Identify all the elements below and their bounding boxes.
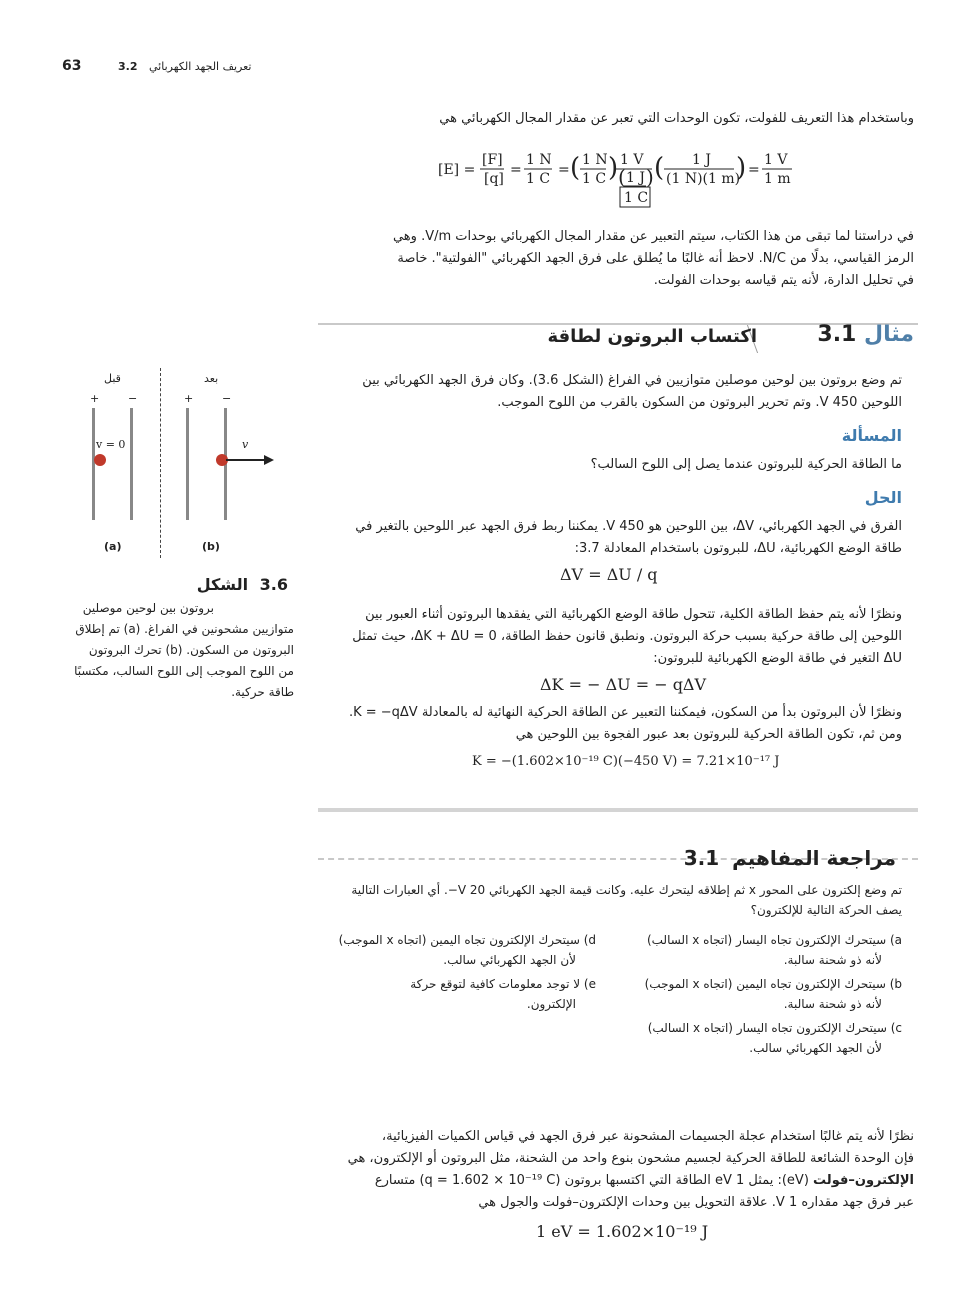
svg-text:(: ( (570, 153, 581, 183)
svg-text:1 V: 1 V (620, 152, 644, 168)
running-header (118, 60, 252, 73)
option-d-line1: d) سيتحرك الإلكترون تجاه اليمين (اتجاه x الموجب) (338, 933, 596, 947)
closing-line3 (294, 1170, 914, 1192)
example-bottom-border (318, 800, 918, 812)
svg-text:1 C: 1 C (526, 171, 551, 187)
example-statement (312, 370, 902, 414)
equation-2: ΔK = − ΔU = − qΔV (540, 675, 707, 694)
svg-text:1 C: 1 C (582, 171, 607, 187)
fig-panel-b-label: (b) (202, 540, 220, 553)
solution-line2: طاقة الوضع الكهربائية، ΔU، للبروتون باستخدام المعادلة 3.7: (574, 541, 902, 556)
option-d-line2: لأن الجهد الكهربائي سالب. (443, 953, 576, 967)
caption-line5: طاقة حركية. (231, 685, 294, 699)
figure-caption-label: الشكل (196, 575, 249, 594)
caption-line4: من اللوح الموجب إلى اللوح السالب، مكتسبًا (74, 664, 294, 678)
fig-before-label: قبل (104, 372, 121, 385)
review-question-line2: يصف الحركة التالية للإلكترون؟ (750, 903, 902, 917)
closing-line4: عبر فرق جهد مقداره V 1. علاقة التحويل بين وحدات الإلكترون–فولت والجول هي (478, 1195, 914, 1210)
svg-text:1 J: 1 J (692, 152, 711, 168)
solution-line7: ومن ثم، تكون الطاقة الحركية للبروتون بعد عبور الفجوة بين اللوحين هي (515, 727, 902, 742)
review-option-a[interactable] (632, 930, 902, 970)
example-label (807, 322, 914, 347)
solution-line4: اللوحين إلى طاقة حركية بسبب حركة البروتون. ونطبق قانون حفظ الطاقة، ΔK + ΔU = 0، حيث تمثل (352, 629, 902, 644)
solution-para-3 (312, 702, 902, 746)
unit-formula-graphic (430, 148, 800, 210)
intro-line: وباستخدام هذا التعريف للفولت، تكون الوحدات التي تعبر عن مقدار المجال الكهربائي هي (439, 111, 914, 126)
concept-review-title (684, 846, 902, 870)
fig-a-negative-plate (130, 408, 133, 520)
svg-text:=: = (748, 162, 760, 178)
svg-text:[F]: [F] (482, 152, 503, 168)
concept-review-number: 3.1 (683, 846, 720, 870)
svg-text:1 m: 1 m (764, 171, 791, 187)
option-a-line1: a) سيتحرك الإلكترون تجاه اليسار (اتجاه x السالب) (646, 933, 902, 947)
svg-text:(1 N)(1 m): (1 N)(1 m) (666, 171, 741, 187)
fig-b-velocity-label: v (242, 438, 249, 451)
solution-line3: ونظرًا لأنه يتم حفظ الطاقة الكلية، تتحول طاقة الوضع الكهربائية التي يفقدها البروتون أثناء العبور بين (365, 607, 902, 622)
option-b-line2: لأنه ذو شحنة سالبة. (783, 997, 882, 1011)
review-question-line1: تم وضع إلكترون على المحور x ثم إطلاقه ليتحرك عليه. وكانت قيمة الجهد الكهربائي V 20−. أي العبارات التالية (351, 883, 902, 897)
fig-b-plus: + (184, 392, 194, 405)
unit-formula (430, 148, 800, 210)
review-question (342, 880, 902, 920)
fig-panel-divider (160, 368, 162, 558)
figure-3-6 (80, 368, 310, 558)
svg-text:1 J: 1 J (626, 170, 645, 186)
svg-text:1 C: 1 C (624, 190, 649, 206)
page-number: 63 (62, 58, 82, 74)
review-option-d[interactable] (326, 930, 596, 970)
review-option-e[interactable] (326, 974, 596, 1014)
example-label-text: مثال (864, 322, 914, 347)
svg-text:=: = (510, 162, 522, 178)
problem-heading: المسألة (841, 426, 902, 445)
svg-text:(: ( (618, 165, 626, 189)
example-statement-line1: تم وضع بروتون بين لوحين موصلين متوازيين في الفراغ (الشكل 3.6). وكان فرق الجهد الكهربائي بين (362, 373, 902, 388)
svg-text:=: = (558, 162, 570, 178)
svg-text:[q]: [q] (484, 171, 504, 187)
example-number: 3.1 (817, 322, 857, 347)
equation-3: K = −(1.602×10⁻¹⁹ C)(−450 V) = 7.21×10⁻¹⁷ J (472, 754, 780, 769)
fig-panel-a-label: (a) (104, 540, 122, 553)
closing-paragraph (294, 1126, 914, 1214)
fig-a-velocity-zero: v = 0 (96, 438, 126, 451)
fig-after-label: بعد (204, 372, 219, 385)
caption-line2: متوازيين مشحونين في الفراغ. (a) تم إطلاق (75, 622, 294, 636)
fig-a-plus: + (90, 392, 100, 405)
option-b-line1: b) سيتحرك الإلكترون تجاه اليمين (اتجاه x الموجب) (644, 977, 902, 991)
svg-text:1 N: 1 N (582, 152, 608, 168)
solution-para-1 (312, 516, 902, 560)
closing-line2: فإن الوحدة الشائعة للطاقة الحركية لجسيم مشحون بنوع واحد من الشحنة، مثل البروتون أو الإلكترون، هي (347, 1151, 914, 1166)
header-section-title: تعريف الجهد الكهربائي (149, 60, 252, 73)
problem-text: ما الطاقة الحركية للبروتون عندما يصل إلى اللوح السالب؟ (590, 457, 902, 472)
solution-line1: الفرق في الجهد الكهربائي، ΔV، بين اللوحين هو V 450. يمكننا ربط فرق الجهد عبر اللوحين بالتغير في (355, 519, 902, 534)
intro-p2-line2: الرمز القياسي، بدلًا من N/C. لاحظ أنه غالبًا ما يُطلق على فرق الجهد الكهربائي "الفولتية". خاصة (397, 251, 914, 266)
svg-text:[E] =: [E] = (438, 162, 476, 178)
closing-line1: نظرًا لأنه يتم غالبًا استخدام عجلة الجسيمات المشحونة عبر فرق الجهد في قياس الكميات الفيزيائية، (381, 1129, 914, 1144)
svg-text:): ) (736, 153, 747, 183)
svg-text:(: ( (654, 153, 665, 183)
equation-1: ΔV = ΔU / q (560, 565, 658, 584)
option-c-line2: لأن الجهد الكهربائي سالب. (749, 1041, 882, 1055)
option-c-line1: c) سيتحرك الإلكترون تجاه اليسار (اتجاه x السالب) (647, 1021, 902, 1035)
fig-b-velocity-arrow-icon (226, 452, 274, 468)
caption-line3: البروتون من السكون. (b) تحرك البروتون (88, 643, 294, 657)
solution-heading: الحل (864, 488, 902, 507)
concept-review-label: مراجعة المفاهيم (732, 846, 896, 870)
figure-caption (64, 598, 294, 703)
header-section-number: 3.2 (118, 60, 138, 73)
figure-caption-number: 3.6 (259, 575, 288, 594)
figure-caption-title (197, 575, 294, 594)
intro-p2-line3: في تحليل الدارة، لأنه يتم قياسه بوحدات الفولت. (653, 273, 914, 288)
intro-p2-line1: في دراستنا لما تبقى من هذا الكتاب، سيتم التعبير عن مقدار المجال الكهربائي بوحدات V/m. وهي (392, 229, 914, 244)
fig-a-proton (94, 454, 106, 466)
fig-b-minus: − (222, 392, 232, 405)
electron-volt-term: الإلكترون–فولت (813, 1173, 914, 1188)
example-statement-line2: اللوحين V 450. وتم تحرير البروتون من السكون بالقرب من اللوح الموجب. (497, 395, 902, 410)
svg-text:): ) (646, 165, 654, 189)
caption-line1: بروتون بين لوحين موصلين (82, 601, 214, 615)
ev-conversion-equation: 1 eV = 1.602×10⁻¹⁹ J (536, 1222, 709, 1241)
review-option-b[interactable] (632, 974, 902, 1014)
svg-text:1 N: 1 N (526, 152, 552, 168)
fig-a-minus: − (128, 392, 138, 405)
solution-para-2 (312, 604, 902, 670)
option-e-line1: e) لا توجد معلومات كافية لتوقع حركة (410, 977, 596, 991)
solution-line6: ونظرًا لأن البروتون بدأ من السكون، فيمكننا التعبير عن الطاقة الحركية النهائية له بالمعادلة K = −qΔV. (348, 705, 902, 720)
closing-line3-rest: (eV): يمثل 1 eV الطاقة التي اكتسبها بروتون (q = 1.602 × 10⁻¹⁹ C) متسارع (374, 1173, 809, 1188)
svg-text:1 V: 1 V (764, 152, 788, 168)
intro-paragraph-2 (314, 226, 914, 292)
example-title: اكتساب البروتون لطاقة (547, 326, 757, 347)
option-e-line2: الإلكترون. (526, 997, 576, 1011)
fig-b-positive-plate (186, 408, 189, 520)
svg-text:): ) (608, 153, 619, 183)
solution-line5: ΔU التغير في طاقة الوضع الكهربائية للبروتون: (653, 651, 902, 666)
option-a-line2: لأنه ذو شحنة سالبة. (783, 953, 882, 967)
review-option-c[interactable] (632, 1018, 902, 1058)
